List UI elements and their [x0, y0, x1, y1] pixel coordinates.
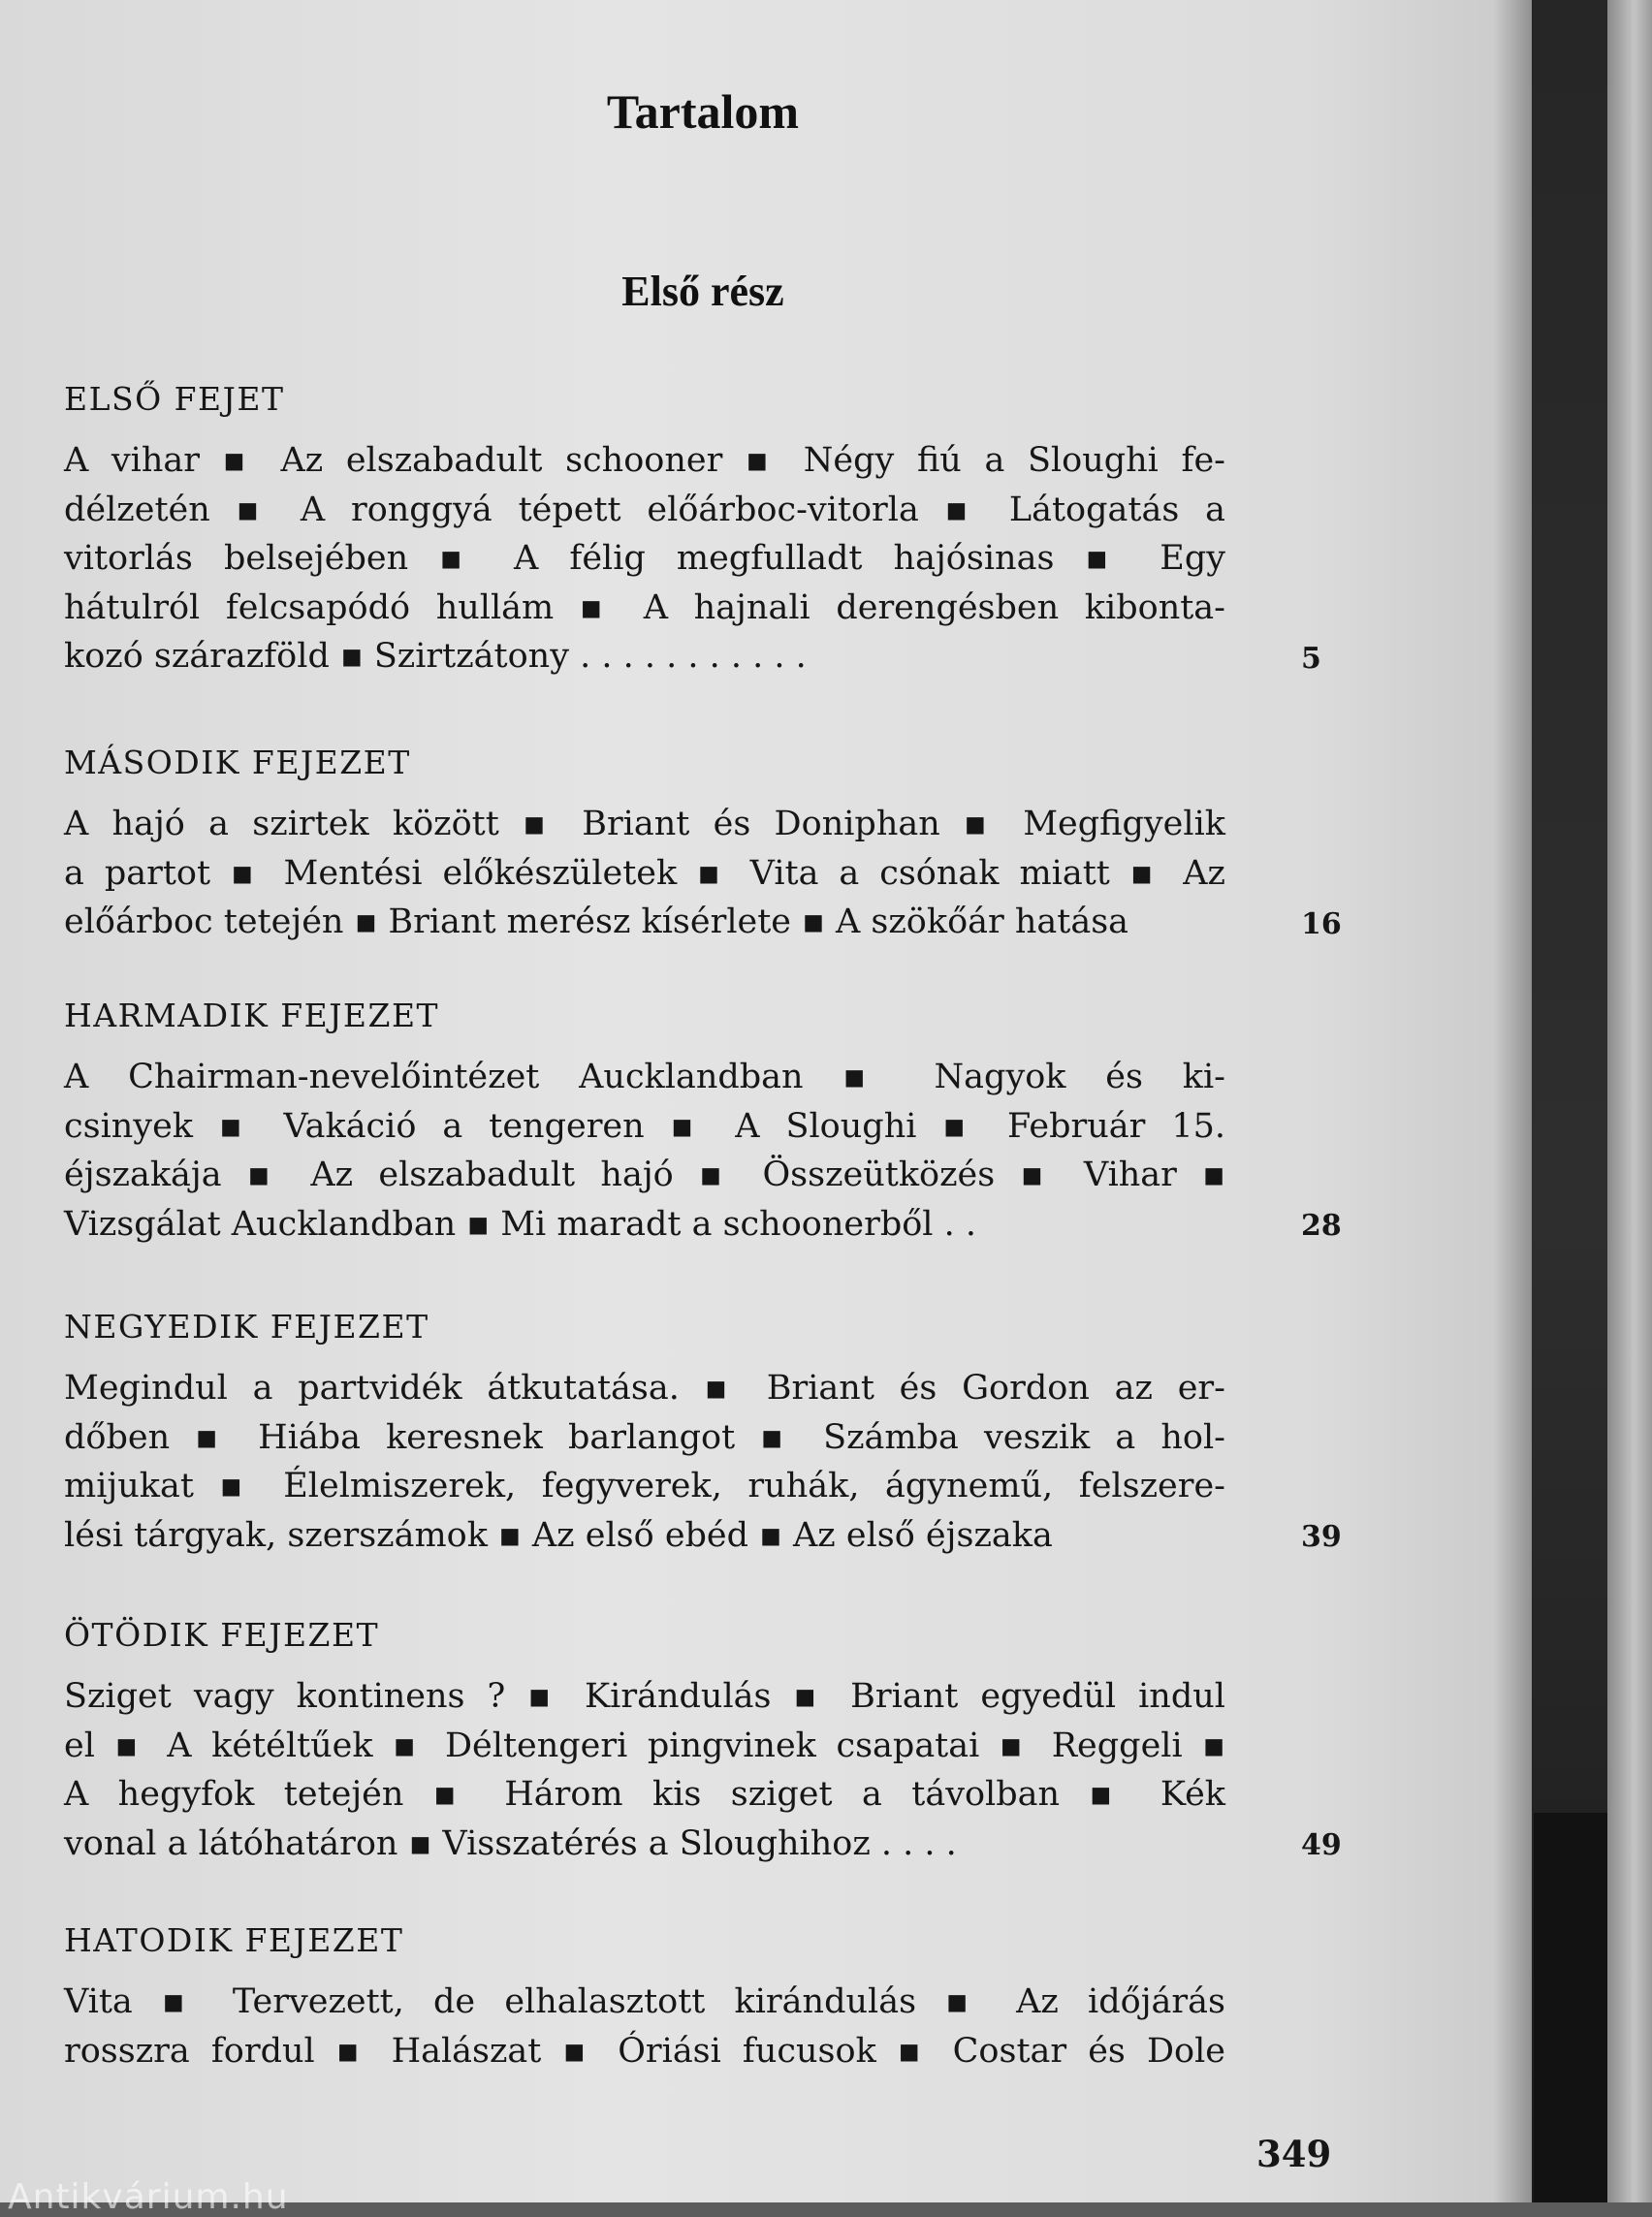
- summary-line: csinyek ▪ Vakáció a tengeren ▪ A Sloughi ▪ Február 15.: [64, 1106, 1225, 1146]
- chapter-summary: [64, 800, 1225, 947]
- summary-line: Megindul a partvidék átkutatása. ▪ Briant és Gordon az er-: [64, 1369, 1225, 1408]
- chapter-3: [64, 997, 1344, 1249]
- summary-line: délzetén ▪ A ronggyá tépett előárboc-vitorla ▪ Látogatás a: [64, 490, 1225, 529]
- summary-line: dőben ▪ Hiába keresnek barlangot ▪ Számba veszik a hol-: [64, 1417, 1225, 1457]
- chapter-page-number: 5: [1301, 641, 1321, 676]
- gutter-shadow: [1493, 0, 1532, 2202]
- part-title: Első rész: [621, 268, 784, 315]
- summary-line: a partot ▪ Mentési előkészületek ▪ Vita a csónak miatt ▪ Az: [64, 853, 1225, 893]
- summary-line: A hajó a szirtek között ▪ Briant és Doniphan ▪ Megfigyelik: [64, 805, 1225, 843]
- summary-line: lési tárgyak, szerszámok ▪ Az első ebéd ▪ Az első éjszaka: [64, 1515, 1053, 1555]
- summary-line: mijukat ▪ Élelmiszerek, fegyverek, ruhák, ágynemű, felszere-: [64, 1467, 1225, 1505]
- summary-line: előárboc tetején ▪ Briant merész kísérlete ▪ A szökőár hatása: [64, 903, 1129, 941]
- contents-heading: Tartalom: [606, 84, 800, 139]
- summary-line: Vita ▪ Tervezett, de elhalasztott kirándulás ▪ Az időjárás: [64, 1982, 1225, 2021]
- book-edge-band: [1534, 1813, 1607, 2202]
- chapter-page-number: 39: [1301, 1520, 1342, 1554]
- summary-line: vonal a látóhatáron ▪ Visszatérés a Sloughihoz . . . .: [64, 1823, 957, 1863]
- chapter-title: ELSŐ FEJET: [64, 380, 285, 418]
- summary-line: éjszakája ▪ Az elszabadult hajó ▪ Összeütközés ▪ Vihar ▪: [64, 1156, 1225, 1194]
- chapter-6: [64, 1921, 1344, 2075]
- chapter-summary: [64, 436, 1225, 681]
- chapter-page-number: 49: [1301, 1828, 1342, 1862]
- summary-line: Vizsgálat Aucklandban ▪ Mi maradt a schoonerből . .: [64, 1204, 977, 1244]
- chapter-page-number: 16: [1301, 906, 1342, 941]
- summary-line: hátulról felcsapódó hullám ▪ A hajnali derengésben kibonta-: [64, 587, 1225, 627]
- chapter-title: HATODIK FEJEZET: [64, 1921, 404, 1959]
- chapter-summary: [64, 1053, 1225, 1249]
- summary-line: kozó szárazföld ▪ Szirtzátony . . . . . . . . . . .: [64, 637, 807, 676]
- chapter-2: [64, 744, 1344, 947]
- chapter-summary: [64, 1672, 1225, 1868]
- page-number: 349: [1256, 2133, 1332, 2175]
- summary-line: A Chairman-nevelőintézet Aucklandban ▪ Nagyok és ki-: [64, 1058, 1225, 1096]
- summary-line: A vihar ▪ Az elszabadult schooner ▪ Négy fiú a Sloughi fe-: [64, 441, 1225, 480]
- chapter-title: HARMADIK FEJEZET: [64, 997, 440, 1034]
- chapter-5: [64, 1616, 1344, 1868]
- summary-line: Sziget vagy kontinens ? ▪ Kirándulás ▪ Briant egyedül indul: [64, 1677, 1225, 1716]
- chapter-title: MÁSODIK FEJEZET: [64, 744, 411, 781]
- chapter-1: [64, 380, 1344, 681]
- summary-line: rosszra fordul ▪ Halászat ▪ Óriási fucusok ▪ Costar és Dole: [64, 2031, 1225, 2071]
- summary-line: A hegyfok tetején ▪ Három kis sziget a távolban ▪ Kék: [64, 1775, 1225, 1814]
- chapter-title: NEGYEDIK FEJEZET: [64, 1308, 429, 1346]
- chapter-summary: [64, 1364, 1225, 1560]
- watermark: Antikvárium.hu: [8, 2177, 289, 2217]
- summary-line: el ▪ A kétéltűek ▪ Déltengeri pingvinek csapatai ▪ Reggeli ▪: [64, 1726, 1225, 1765]
- chapter-title: ÖTÖDIK FEJEZET: [64, 1616, 380, 1654]
- chapter-summary: [64, 1978, 1225, 2075]
- summary-line: vitorlás belsejében ▪ A félig megfulladt hajósinas ▪ Egy: [64, 539, 1225, 578]
- background-edge: [1607, 0, 1652, 2202]
- chapter-page-number: 28: [1301, 1209, 1342, 1243]
- chapter-4: [64, 1308, 1344, 1560]
